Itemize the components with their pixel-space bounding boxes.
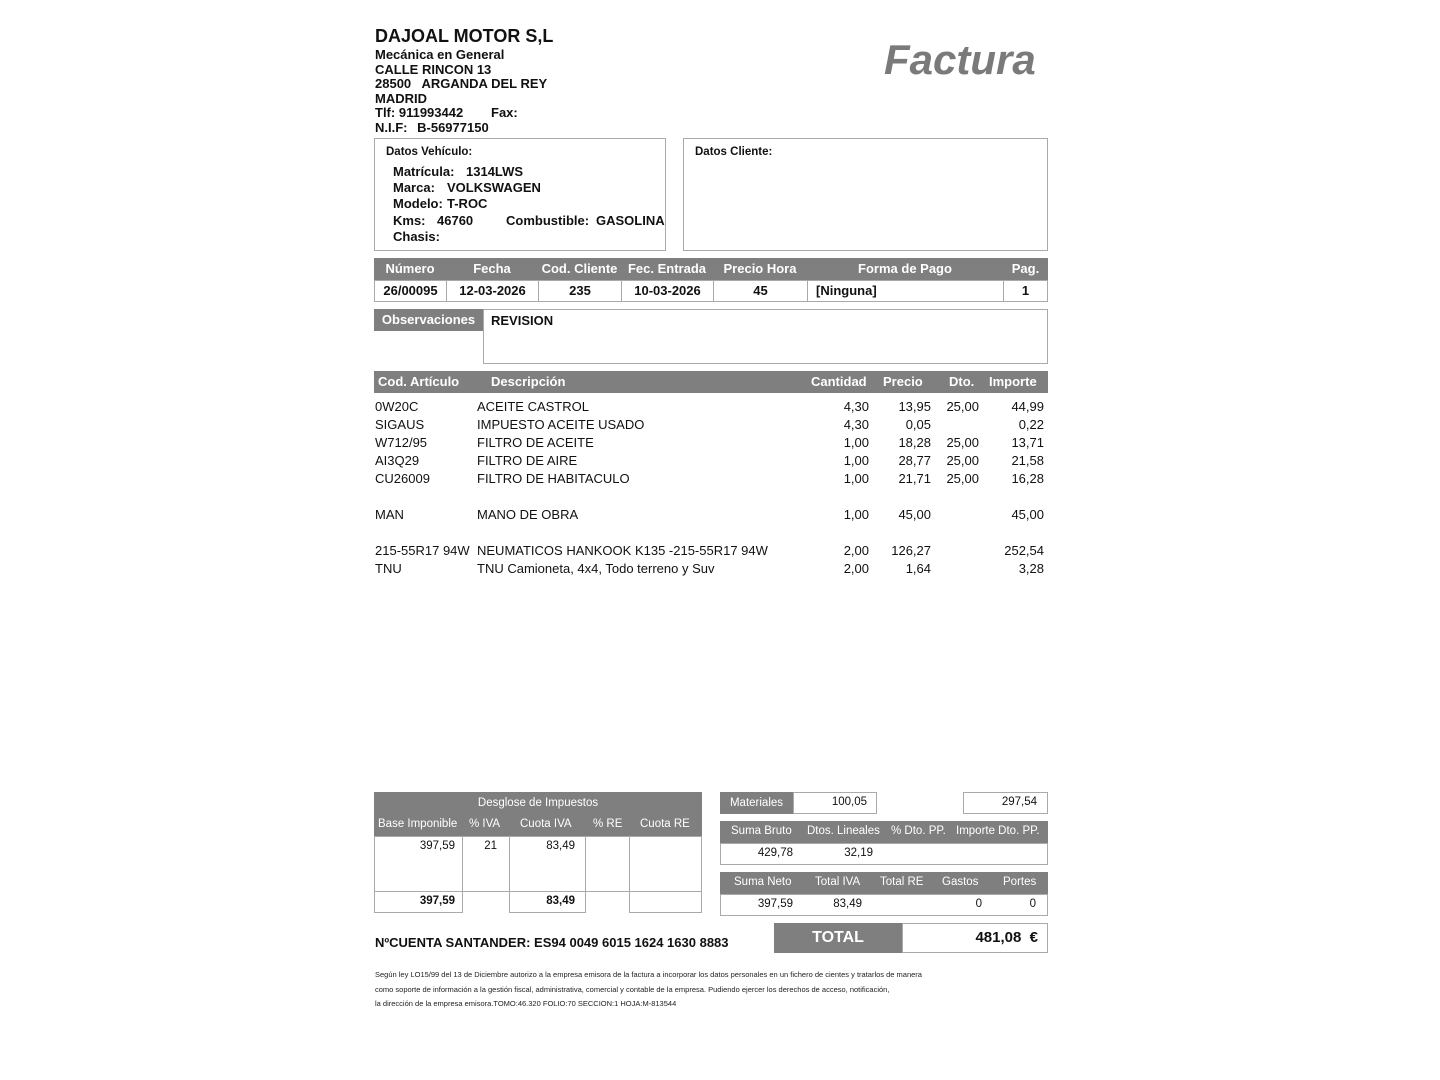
- line-discounts: 32,19: [844, 847, 873, 859]
- item-description: TNU Camioneta, 4x4, Todo terreno y Suv: [477, 561, 715, 576]
- header-page: Pag.: [1011, 261, 1040, 276]
- item-code: SIGAUS: [375, 417, 425, 432]
- vehicle-fuel: GASOLINA: [596, 213, 665, 228]
- vehicle-brand: VOLKSWAGEN: [447, 180, 541, 195]
- net-header-re: Total RE: [880, 876, 924, 888]
- vehicle-plate-label: Matrícula:: [393, 164, 455, 179]
- gross-header-pp-amount: Importe Dto. PP.: [956, 825, 1040, 837]
- hour-price: 45: [753, 283, 768, 298]
- item-code: AI3Q29: [375, 453, 420, 468]
- gross-header-sum: Suma Bruto: [731, 825, 792, 837]
- company-province: MADRID: [375, 90, 427, 106]
- item-amount: 45,00: [1011, 507, 1044, 522]
- item-amount: 13,71: [1011, 435, 1044, 450]
- items-header-price: Precio: [883, 374, 923, 389]
- item-price: 126,27: [891, 543, 931, 558]
- item-quantity: 2,00: [843, 561, 869, 576]
- bank-account: NºCUENTA SANTANDER: ES94 0049 6015 1624 1630 8883: [375, 935, 729, 950]
- gross-sum: 429,78: [757, 847, 793, 859]
- materials-value: 100,05: [831, 796, 867, 808]
- item-quantity: 1,00: [843, 453, 869, 468]
- item-amount: 21,58: [1011, 453, 1044, 468]
- vehicle-brand-label: Marca:: [393, 180, 435, 195]
- net-header-shipping: Portes: [1003, 876, 1037, 888]
- tax-total-base: 397,59: [419, 895, 455, 907]
- observations-box: [483, 309, 1048, 364]
- header-payment-method: Forma de Pago: [858, 261, 952, 276]
- page-number: 1: [1021, 283, 1030, 298]
- item-code: CU26009: [375, 471, 430, 486]
- invoice-date: 12-03-2026: [459, 283, 526, 298]
- company-nif-line: [375, 121, 489, 136]
- tax-base: 397,59: [419, 840, 455, 852]
- item-amount: 44,99: [1011, 399, 1044, 414]
- other-total-value: 297,54: [1001, 796, 1037, 808]
- gross-header-pp-pct: % Dto. PP.: [891, 825, 946, 837]
- observations-text: REVISION: [491, 313, 554, 328]
- invoice-info-header: [374, 258, 1048, 280]
- item-quantity: 2,00: [843, 543, 869, 558]
- legal-line-3: la dirección de la empresa emisora.TOMO:46.320 FOLIO:70 SECCION:1 HOJA:M-813544: [375, 999, 677, 1008]
- item-quantity: 4,30: [843, 399, 869, 414]
- vehicle-chassis-label: Chasis:: [393, 229, 440, 244]
- item-amount: 16,28: [1011, 471, 1044, 486]
- items-header-description: Descripción: [491, 374, 566, 389]
- header-date: Fecha: [473, 261, 511, 276]
- net-header-expenses: Gastos: [942, 876, 979, 888]
- vehicle-kms: 46760: [437, 213, 474, 228]
- tax-header-cuota-iva: Cuota IVA: [520, 818, 572, 830]
- net-sum: 397,59: [757, 898, 793, 910]
- item-amount: 252,54: [1004, 543, 1044, 558]
- company-phone-line: [375, 106, 463, 121]
- item-description: FILTRO DE AIRE: [477, 453, 578, 468]
- tax-header-re: % RE: [593, 818, 623, 830]
- item-quantity: 4,30: [843, 417, 869, 432]
- vehicle-model-label: Modelo:: [393, 196, 443, 211]
- vehicle-box-title: Datos Vehículo:: [386, 146, 473, 158]
- item-code: W712/95: [375, 435, 428, 450]
- item-quantity: 1,00: [843, 435, 869, 450]
- item-description: MANO DE OBRA: [477, 507, 579, 522]
- item-code: 215-55R17 94W: [375, 543, 470, 558]
- item-quantity: 1,00: [843, 507, 869, 522]
- items-header-quantity: Cantidad: [811, 374, 867, 389]
- observations-label: Observaciones: [374, 309, 483, 331]
- invoice-number: 26/00095: [383, 283, 438, 298]
- item-price: 45,00: [898, 507, 931, 522]
- item-code: MAN: [375, 507, 404, 522]
- expenses: 0: [975, 898, 982, 910]
- shipping: 0: [1029, 898, 1036, 910]
- fax-label: Fax:: [491, 105, 518, 120]
- legal-line-2: como soporte de información a la gestión fiscal, administrativa, comercial y contable de la empresa. Pudiendo ejercer los derechos de acceso, notificación,: [375, 985, 890, 994]
- tax-iva: 21: [484, 840, 497, 852]
- items-header: [374, 371, 1048, 393]
- nif-value: B-56977150: [417, 119, 489, 135]
- header-entry-date: Fec. Entrada: [627, 261, 707, 276]
- item-description: FILTRO DE ACEITE: [477, 435, 594, 450]
- company-name: DAJOAL MOTOR S,L: [375, 26, 554, 46]
- company-activity: Mecánica en General: [375, 47, 505, 62]
- tax-total-cuota-iva: 83,49: [546, 895, 575, 907]
- vehicle-fuel-label: Combustible:: [506, 213, 590, 228]
- invoice-info-row: [374, 280, 1048, 302]
- client-box-title: Datos Cliente:: [695, 146, 773, 158]
- item-price: 21,71: [898, 471, 931, 486]
- item-code: 0W20C: [375, 399, 419, 414]
- document-title: Factura: [884, 36, 1036, 83]
- item-price: 28,77: [898, 453, 931, 468]
- items-header-discount: Dto.: [949, 374, 975, 389]
- gross-header-line-discounts: Dtos. Lineales: [807, 825, 880, 837]
- client-code: 235: [569, 283, 591, 298]
- item-price: 0,05: [905, 417, 931, 432]
- item-description: NEUMATICOS HANKOOK K135 -215-55R17 94W: [477, 543, 768, 558]
- total-value: 481,08 €: [975, 929, 1038, 946]
- legal-line-1: Según ley LO15/99 del 13 de Diciembre autorizo a la empresa emisora de la factura a incorporar los datos personales en un fichero de cientes y tratarlos de manera: [375, 970, 922, 979]
- tax-total-re-box: [629, 891, 702, 913]
- net-header-iva: Total IVA: [815, 876, 861, 888]
- item-discount: 25,00: [946, 399, 979, 414]
- header-hour-price: Precio Hora: [723, 261, 797, 276]
- tax-header-iva: % IVA: [469, 818, 501, 830]
- item-discount: 25,00: [946, 471, 979, 486]
- vehicle-plate: 1314LWS: [466, 164, 524, 179]
- entry-date: 10-03-2026: [634, 283, 701, 298]
- payment-method: [Ninguna]: [816, 283, 877, 298]
- item-amount: 0,22: [1018, 417, 1044, 432]
- items-header-code: Cod. Artículo: [378, 374, 460, 389]
- items-header-amount: Importe: [989, 374, 1037, 389]
- materials-label: Materiales: [720, 792, 793, 814]
- phone-value: 911993442: [398, 105, 464, 120]
- item-description: ACEITE CASTROL: [477, 399, 589, 414]
- tax-header-base: Base Imponible: [378, 818, 458, 830]
- item-amount: 3,28: [1018, 561, 1044, 576]
- item-discount: 25,00: [946, 453, 979, 468]
- total-label: TOTAL: [774, 923, 902, 953]
- vehicle-kms-label: Kms:: [393, 213, 426, 228]
- net-header-sum: Suma Neto: [734, 876, 792, 888]
- header-number: Número: [385, 261, 435, 276]
- item-quantity: 1,00: [843, 471, 869, 486]
- header-client-code: Cod. Cliente: [541, 261, 618, 276]
- vehicle-model: T-ROC: [447, 196, 488, 211]
- tax-cuota-iva: 83,49: [546, 840, 575, 852]
- item-code: TNU: [375, 561, 402, 576]
- nif-label: N.I.F:: [375, 119, 408, 135]
- item-description: FILTRO DE HABITACULO: [477, 471, 630, 486]
- tax-breakdown-table: [374, 792, 702, 913]
- item-price: 13,95: [898, 399, 931, 414]
- item-discount: 25,00: [946, 435, 979, 450]
- tax-header-cuota-re: Cuota RE: [640, 818, 690, 830]
- item-description: IMPUESTO ACEITE USADO: [477, 417, 645, 432]
- company-street: CALLE RINCON 13: [375, 61, 492, 77]
- item-price: 1,64: [905, 561, 931, 576]
- tax-breakdown-title: Desglose de Impuestos: [374, 792, 702, 814]
- item-price: 18,28: [898, 435, 931, 450]
- phone-label: Tlf:: [375, 105, 396, 120]
- company-postal-city: 28500 ARGANDA DEL REY: [375, 76, 548, 91]
- total-iva: 83,49: [833, 898, 862, 910]
